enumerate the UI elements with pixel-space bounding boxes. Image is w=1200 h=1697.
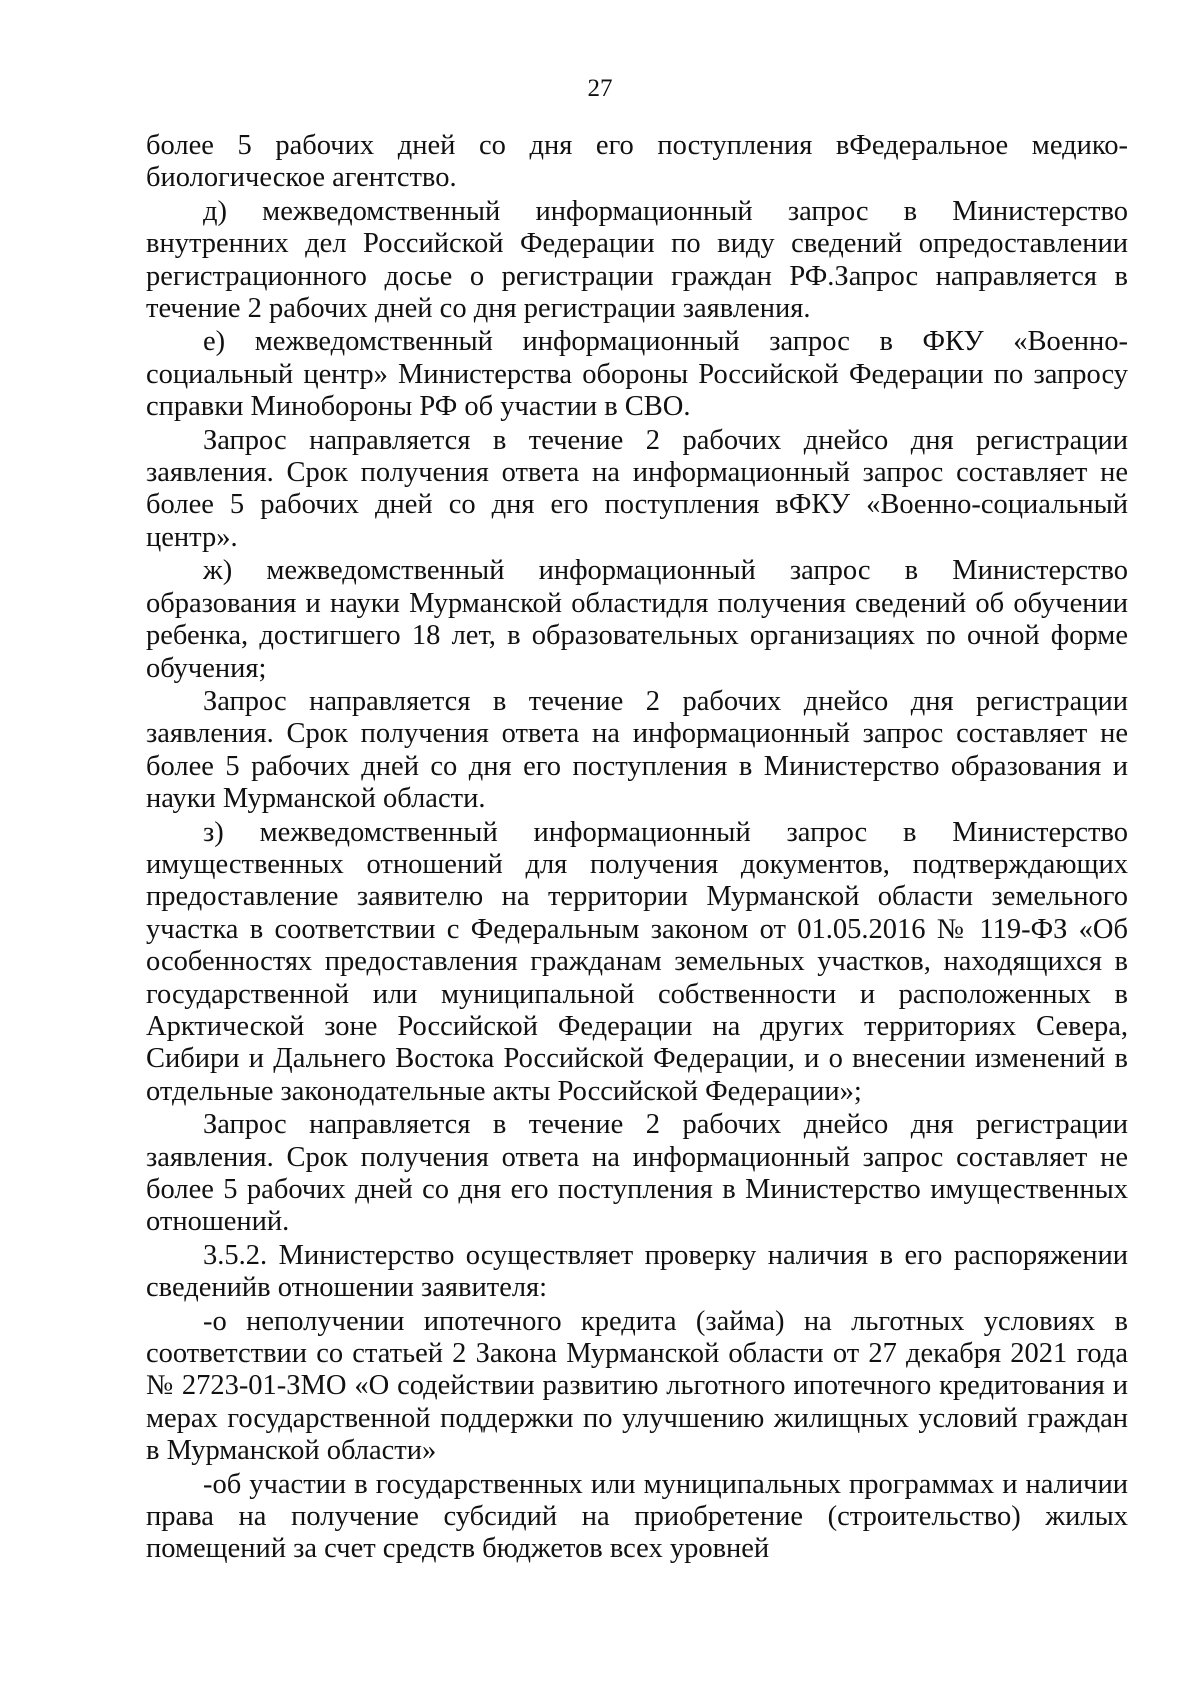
paragraph-request-property: Запрос направляется в течение 2 рабочих днейсо дня регистрации заявления. Срок получения ответа на информационный запрос составляет не более 5 рабочих дней со дня его поступления в Министерство имущественных отношений. [146,1109,1128,1238]
paragraph-item-zh: ж) межведомственный информационный запрос в Министерство образования и науки Мурманской областидля получения сведений об обучении ребенка, достигшего 18 лет, в образовательных организациях по очной форме обучения; [146,555,1128,684]
paragraph-item-z: з) межведомственный информационный запрос в Министерство имущественных отношений для получения документов, подтверждающих предоставление заявителю на территории Мурманской области земельного участка в соответствии с Федеральным законом от 01.05.2016 № 119-ФЗ «Об особенностях предоставления гражданам земельных участков, находящихся в государственной или муниципальной собственности и расположенных в Арктической зоне Российской Федерации на других территориях Севера, Сибири и Дальнего Востока Российской Федерации, и о внесении изменений в отдельные законодательные акты Российской Федерации»; [146,816,1128,1107]
paragraph-request-vsc: Запрос направляется в течение 2 рабочих днейсо дня регистрации заявления. Срок получения ответа на информационный запрос составляет не более 5 рабочих дней со дня его поступления вФКУ «Военно-социальный центр». [146,424,1128,553]
page-number: 27 [587,75,613,102]
paragraph-request-education: Запрос направляется в течение 2 рабочих днейсо дня регистрации заявления. Срок получения ответа на информационный запрос составляет не более 5 рабочих дней со дня его поступления в Министерство образования и науки Мурманской области. [146,685,1128,815]
paragraph-item-d: д) межведомственный информационный запрос в Министерство внутренних дел Российской Федерации по виду сведений опредоставлении регистрационного досье о регистрации граждан РФ.Запрос направляется в течение 2 рабочих дней со дня регистрации заявления. [146,195,1128,325]
document-body [146,130,1128,1567]
paragraph-continuation: более 5 рабочих дней со дня его поступления вФедеральное медико-биологическое агентство. [146,130,1128,194]
paragraph-item-e: е) межведомственный информационный запрос в ФКУ «Военно-социальный центр» Министерства обороны Российской Федерации по запросу справки Минобороны РФ об участии в СВО. [146,326,1128,423]
paragraph-mortgage: -о неполучении ипотечного кредита (займа) на льготных условиях в соответствии со статьей 2 Закона Мурманской области от 27 декабря 2021 года № 2723-01-ЗМО «О содействии развитию льготного ипотечного кредитования и мерах государственной поддержки по улучшению жилищных условий граждан в Мурманской области» [146,1305,1128,1467]
paragraph-section-3-5-2: 3.5.2. Министерство осуществляет проверку наличия в его распоряжении сведенийв отношении заявителя: [146,1239,1128,1304]
paragraph-programs: -об участии в государственных или муниципальных программах и наличии права на получение субсидий на приобретение (строительство) жилых помещений за счет средств бюджетов всех уровней [146,1468,1128,1565]
